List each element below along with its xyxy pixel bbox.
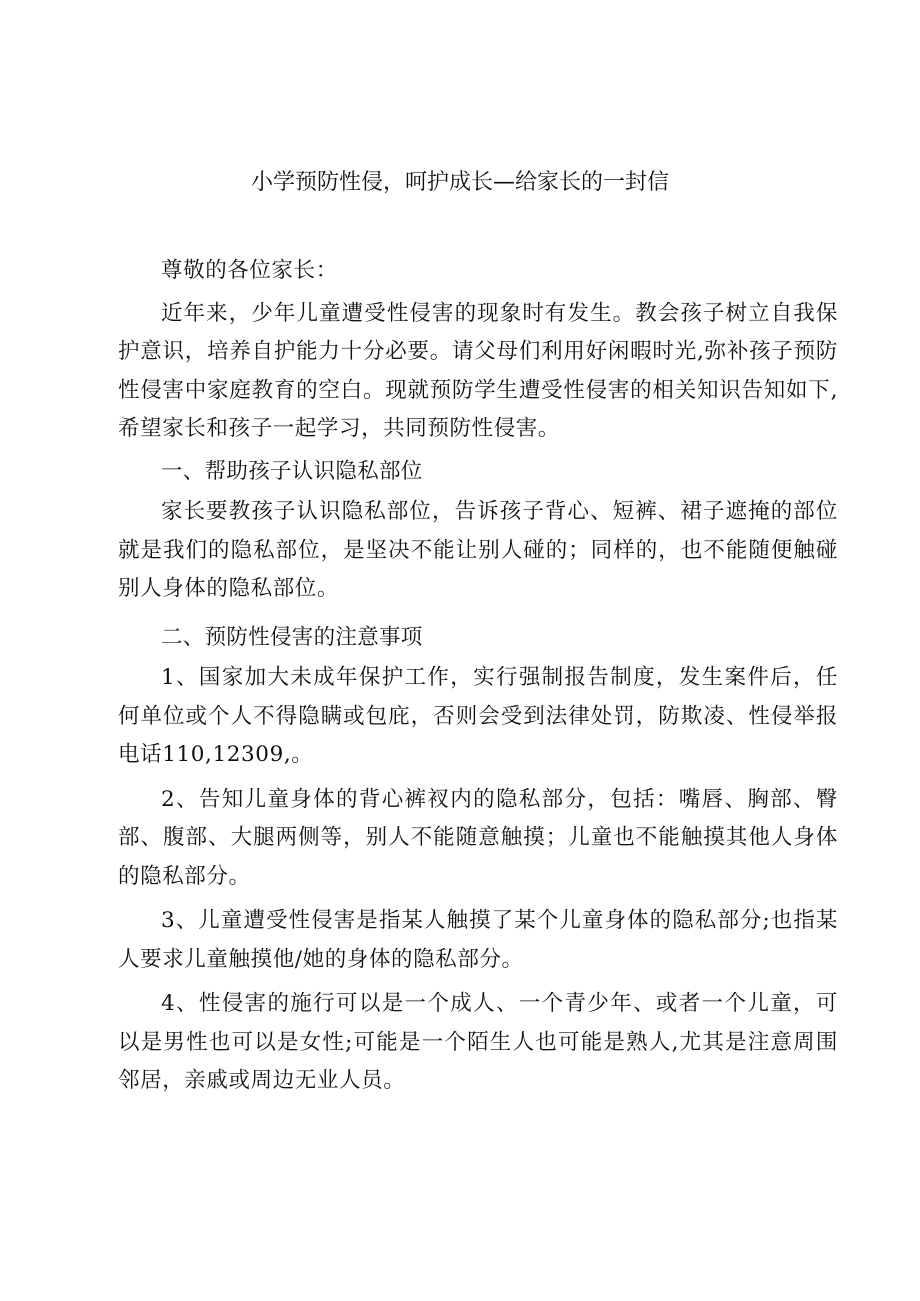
salutation: 尊敬的各位家长： [161,258,338,283]
section-heading-private-parts: 一、帮助孩子认识隐私部位 [161,458,423,484]
section-2-paragraph-4: 4、性侵害的施行可以是一个成人、一个青少年、或者一个儿童，可以是男性也可以是女性;可能是一个陌生人也可能是熟人,尤其是注意周围邻居，亲戚或周边无业人员。 [118,991,838,1093]
document-body [118,252,838,1101]
section-2-paragraph-1: 1、国家加大未成年保护工作，实行强制报告制度，发生案件后，任何单位或个人不得隐瞒或包庇，否则会受到法律处罚，防欺凌、性侵举报电话110,12309,。 [118,665,838,767]
section-2-paragraph-3: 3、儿童遭受性侵害是指某人触摸了某个儿童身体的隐私部分;也指某人要求儿童触摸他/她的身体的隐私部分。 [118,908,838,972]
document-title: 小学预防性侵，呵护成长—给家长的一封信 [250,170,669,195]
section-1-paragraph-1: 家长要教孩子认识隐私部位，告诉孩子背心、短裤、裙子遮掩的部位就是我们的隐私部位，是坚决不能让别人碰的；同样的，也不能随便触碰别人身体的隐私部位。 [118,499,838,601]
section-heading-precautions: 二、预防性侵害的注意事项 [161,624,423,650]
intro-paragraph: 近年来，少年儿童遭受性侵害的现象时有发生。教会孩子树立自我保护意识，培养自护能力十分必要。请父母们利用好闲暇时光,弥补孩子预防性侵害中家庭教育的空白。现就预防学生遭受性侵害的相关知识告知如下,希望家长和孩子一起学习，共同预防性侵害。 [118,300,838,441]
section-2-paragraph-2: 2、告知儿童身体的背心裤衩内的隐私部分，包括：嘴唇、胸部、臀部、腹部、大腿两侧等，别人不能随意触摸；儿童也不能触摸其他人身体的隐私部分。 [118,786,838,889]
